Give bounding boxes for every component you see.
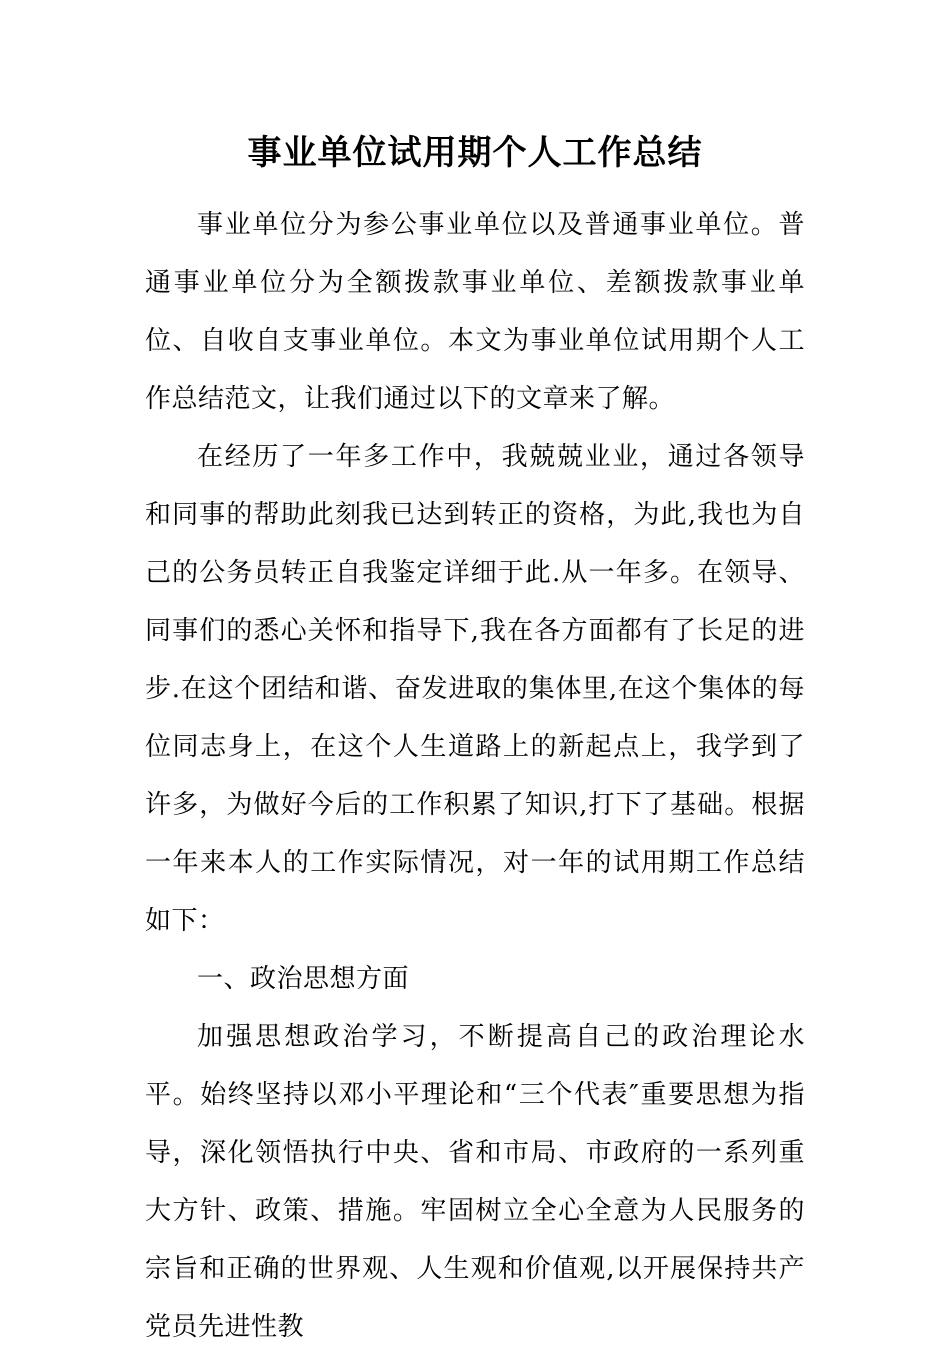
paragraph-intro: 事业单位分为参公事业单位以及普通事业单位。普通事业单位分为全额拨款事业单位、差额拨款事业单位、自收自支事业单位。本文为事业单位试用期个人工作总结范文，让我们通过以下的文章来了解。 [145,210,805,414]
document-title: 事业单位试用期个人工作总结 [247,133,703,173]
paragraph-political: 加强思想政治学习，不断提高自己的政治理论水平。始终坚持以邓小平理论和“三个代表″重要思想为指导，深化领悟执行中央、省和市局、市政府的一系列重大方针、政策、措施。牢固树立全心全意为人民服务的宗旨和正确的世界观、人生观和价值观,以开展保持共产党员先进性教 [145,1022,805,1342]
paragraph-experience: 在经历了一年多工作中，我兢兢业业，通过各领导和同事的帮助此刻我已达到转正的资格，为此,我也为自己的公务员转正自我鉴定详细于此.从一年多。在领导、同事们的悉心关怀和指导下,我在各方面都有了长足的进步.在这个团结和谐、奋发进取的集体里,在这个集体的每位同志身上，在这个人生道路上的新起点上，我学到了许多，为做好今后的工作积累了知识,打下了基础。根据一年来本人的工作实际情况，对一年的试用期工作总结如下： [145,442,805,936]
section-heading-political: 一、政治思想方面 [197,964,410,994]
document-body [145,196,805,1356]
